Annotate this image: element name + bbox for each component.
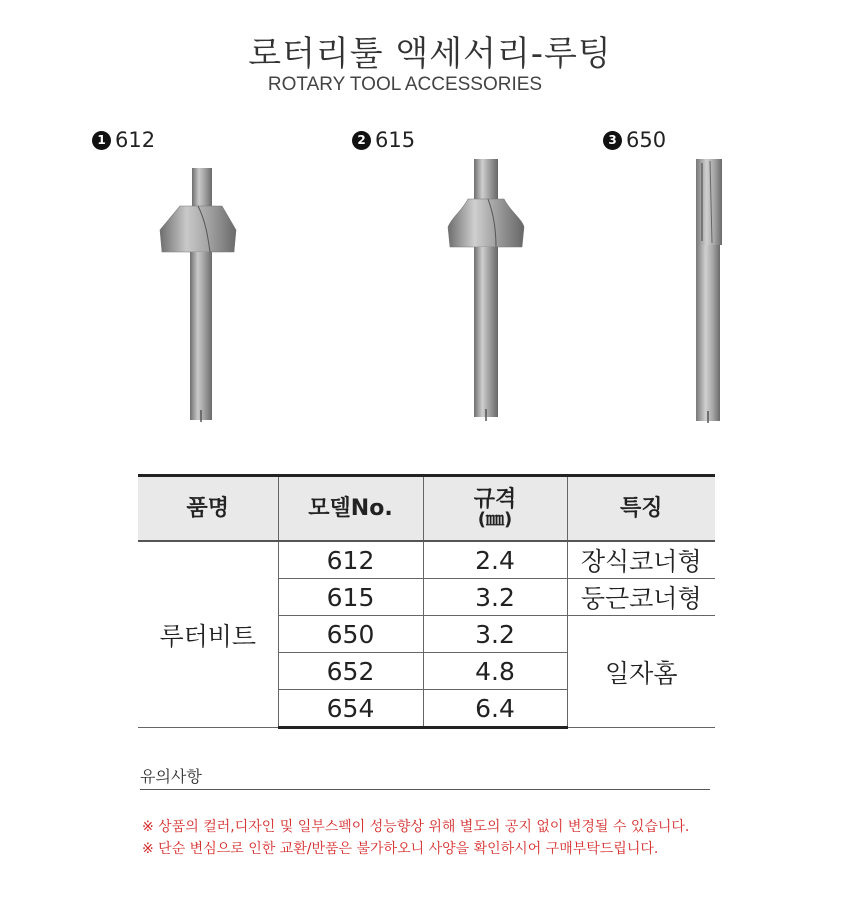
header-spec-unit: (㎜) [477, 508, 513, 530]
notice-line-2: ※ 단순 변심으로 인한 교환/반품은 불가하오니 사양을 확인하시어 구매부탁드립니다. [142, 841, 659, 857]
straight-groove-router-bit-icon [680, 155, 740, 430]
model-cell: 654 [278, 690, 423, 728]
spec-cell: 3.2 [423, 579, 567, 616]
spec-cell: 6.4 [423, 690, 567, 728]
spec-cell: 3.2 [423, 616, 567, 653]
spec-table [138, 474, 715, 729]
page-title: 로터리툴 액세서리-루팅 [248, 34, 612, 74]
product-model-2: 615 [375, 128, 416, 152]
notice-line-1: ※ 상품의 컬러,디자인 및 일부스펙이 성능향상 위해 별도의 공지 없이 변경될 수 있습니다. [142, 819, 690, 835]
number-badge-3: 3 [603, 131, 622, 150]
product-model-1: 612 [115, 128, 156, 152]
notice-title: 유의사항 [140, 767, 202, 786]
product-label-1 [92, 128, 155, 152]
header-spec [423, 476, 567, 542]
model-cell: 650 [278, 616, 423, 653]
corner-rounding-router-bit-icon [150, 160, 250, 430]
feature-cell: 둥근코너형 [567, 579, 715, 616]
product-name-cell: 루터비트 [138, 541, 278, 728]
spec-cell: 4.8 [423, 653, 567, 690]
product-label-2 [352, 128, 415, 152]
table-header-row [138, 476, 715, 542]
model-cell: 615 [278, 579, 423, 616]
header-spec-label: 규격 [473, 486, 517, 512]
header-feature: 특징 [567, 476, 715, 542]
number-badge-1: 1 [92, 131, 111, 150]
feature-cell: 장식코너형 [567, 541, 715, 579]
notice-divider [140, 789, 710, 790]
header-model: 모델No. [278, 476, 423, 542]
spec-cell: 2.4 [423, 541, 567, 579]
page-subtitle: ROTARY TOOL ACCESSORIES [267, 74, 543, 95]
feature-cell: 일자홈 [567, 616, 715, 728]
model-cell: 652 [278, 653, 423, 690]
product-model-3: 650 [626, 128, 667, 152]
table-row [138, 541, 715, 579]
product-label-3 [603, 128, 666, 152]
header-product-name: 품명 [138, 476, 278, 542]
round-over-router-bit-icon [436, 155, 536, 430]
model-cell: 612 [278, 541, 423, 579]
number-badge-2: 2 [352, 131, 371, 150]
